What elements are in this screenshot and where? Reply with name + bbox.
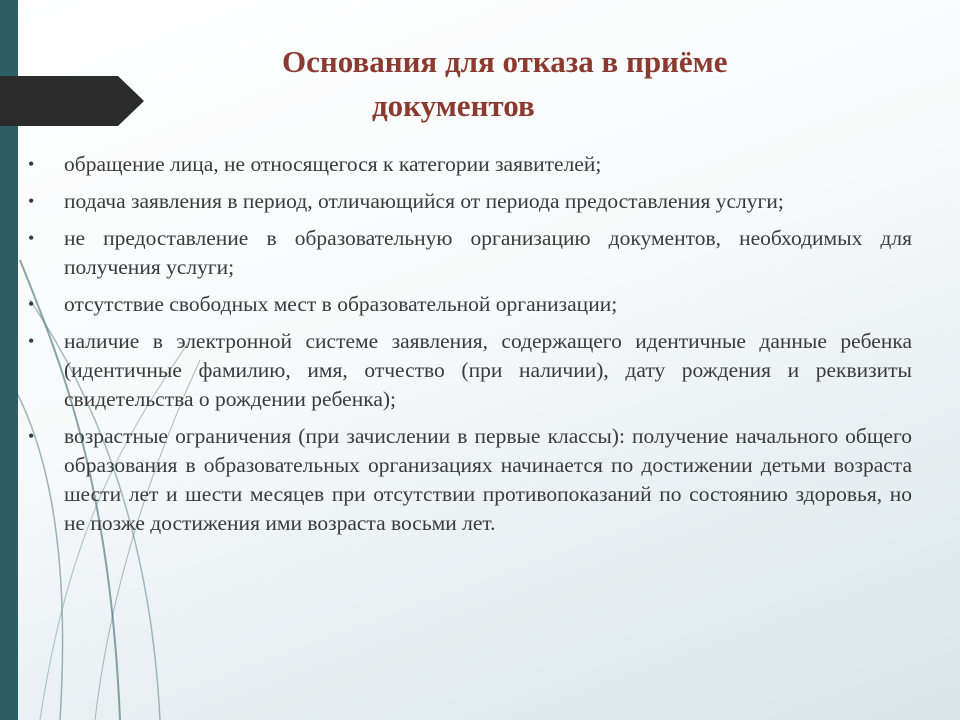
list-item-text: отсутствие свободных мест в образовательной организации; xyxy=(64,292,618,316)
list-item-text: наличие в электронной системе заявления, содержащего идентичные данные ребенка (идентичные фамилию, имя, отчество (при наличии), дату рождения и реквизиты свидетельства о рождении ребенка); xyxy=(64,329,912,411)
slide-content xyxy=(28,150,912,546)
list-item-text: подача заявления в период, отличающийся от периода предоставления услуги; xyxy=(64,189,784,213)
list-item xyxy=(28,224,912,282)
list-item xyxy=(28,187,912,216)
list-item xyxy=(28,290,912,319)
list-item xyxy=(28,150,912,179)
bullet-icon: • xyxy=(28,294,35,314)
bullet-icon: • xyxy=(28,154,35,174)
list-item xyxy=(28,422,912,538)
list-item-text: не предоставление в образовательную организацию документов, необходимых для получения услуги; xyxy=(64,226,912,279)
slide-title-line-1: Основания для отказа в приёме xyxy=(282,44,728,79)
slide-title-line-2: документов xyxy=(372,88,535,123)
bullet-icon: • xyxy=(28,228,35,248)
list-item xyxy=(28,327,912,414)
bullet-list xyxy=(28,150,912,538)
list-item-text: обращение лица, не относящегося к категории заявителей; xyxy=(64,152,602,176)
bullet-icon: • xyxy=(28,191,35,211)
slide-title xyxy=(240,40,880,128)
bullet-icon: • xyxy=(28,426,35,446)
arrow-tab-decoration xyxy=(0,76,144,126)
bullet-icon: • xyxy=(28,331,35,351)
list-item-text: возрастные ограничения (при зачислении в первые классы): получение начального общего образования в образовательных организациях начинается по достижении детьми возраста шести лет и шести месяцев при отсутствии противопоказаний по состоянию здоровья, но не позже достижения ими возраста восьми лет. xyxy=(64,424,912,535)
